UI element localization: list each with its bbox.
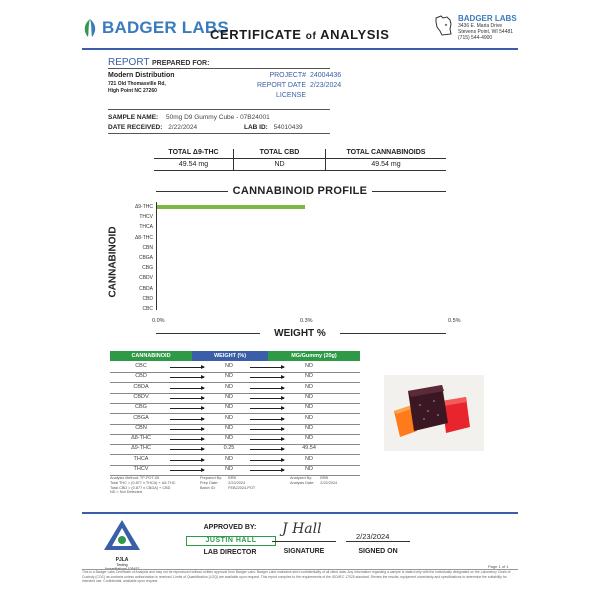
product-photo (384, 375, 484, 451)
page-number: Page 1 of 1 (488, 564, 509, 569)
table-header-mg: MG/Gummy (20g) (268, 351, 360, 361)
row-arrow-icon (250, 377, 284, 378)
chart-category-label: CBG (142, 265, 153, 272)
row-cannabinoid-name: Δ9-THC (131, 445, 151, 452)
total-thc-value: 49.54 mg (154, 159, 234, 171)
title-certificate: CERTIFICATE (210, 27, 302, 42)
row-mg-value: ND (305, 414, 313, 421)
chart-category-label: Δ8-THC (134, 234, 153, 241)
row-arrow-icon (250, 419, 284, 420)
title-of: of (305, 31, 317, 42)
prepared-by: BRB (228, 476, 236, 480)
row-arrow-icon (170, 377, 204, 378)
approver-name: JUSTIN HALL (186, 536, 276, 546)
report-date: 2/23/2024 (310, 82, 342, 89)
row-arrow-icon (170, 429, 204, 430)
row-weight-value: ND (225, 466, 233, 472)
chart-x-tick-label: 0.3% (300, 318, 313, 324)
total-cbd-header: TOTAL CBD (234, 149, 326, 159)
lab-address-2: Stevens Point, WI 54481 (458, 29, 514, 35)
row-cannabinoid-name: Δ8-THC (131, 435, 151, 442)
sample-name: 50mg D9 Gummy Cube - 07B24001 (166, 114, 270, 121)
row-weight-value: 0.25 (223, 445, 235, 452)
header-divider (82, 48, 518, 50)
row-cannabinoid-name: CBC (135, 363, 147, 369)
chart-category-label: CBN (142, 244, 153, 251)
row-mg-value: ND (305, 455, 313, 462)
gummy-cubes-image (384, 375, 484, 451)
chart-bar (157, 205, 305, 209)
chart-category-label: THCV (139, 214, 153, 221)
row-mg-value: ND (305, 466, 313, 472)
client-address-1: 721 Old Thomasville Rd, (108, 81, 166, 87)
analyzed-by: BRB (320, 476, 329, 480)
prep-date-label: Prep Date: (200, 480, 219, 485)
lab-name: BADGER LABS (458, 14, 517, 23)
chart-y-axis-label: CANNABINOID (107, 226, 119, 298)
row-cannabinoid-name: CBG (135, 404, 147, 411)
lab-address-1: 3436 E. Maria Drive (458, 23, 503, 29)
prepared-by-label: Prepared By: (200, 476, 223, 480)
lab-id: 54010439 (273, 124, 303, 131)
row-mg-value: ND (305, 363, 313, 369)
leaf-icon (82, 18, 98, 38)
pjla-name: PJLA (115, 557, 129, 563)
footer-divider (82, 512, 518, 514)
analyzed-by-label: Analyzed By: (290, 476, 313, 480)
table-header-weight: WEIGHT (%) (192, 351, 268, 361)
pjla-triangle-icon (100, 518, 144, 552)
note-total-thc: Total THC = (0.877 x THCA) + Δ9-THC (110, 480, 176, 485)
row-weight-value: ND (225, 373, 233, 380)
chart-category-label: THCA (139, 224, 153, 231)
note-total-cbd: Total CBD = (0.877 x CBDA) + CBD (110, 485, 171, 490)
row-arrow-icon (170, 449, 204, 450)
analysis-info (290, 476, 337, 486)
license-label: LICENSE (276, 92, 306, 99)
totals-table (154, 149, 446, 171)
row-weight-value: ND (225, 455, 233, 462)
row-arrow-icon (170, 470, 204, 471)
sample-rule-bottom (108, 133, 330, 134)
report-label: REPORT (108, 57, 150, 68)
approver-title: LAB DIRECTOR (203, 549, 257, 556)
prepared-for-label: PREPARED FOR: (152, 60, 210, 67)
batch-label: Batch ID: (200, 485, 216, 490)
badger-labs-logo (82, 18, 229, 38)
lab-id-label: LAB ID: (244, 124, 268, 131)
note-method: Analysis Method: TP-POT-05 (110, 476, 160, 480)
row-cannabinoid-name: CBDA (133, 383, 149, 390)
row-arrow-icon (250, 460, 284, 461)
row-weight-value: ND (225, 424, 233, 431)
table-header-cannabinoid: CANNABINOID (110, 351, 192, 361)
chart-title: CANNABINOID PROFILE (232, 185, 368, 197)
row-arrow-icon (170, 439, 204, 440)
chart-category-label: CBGA (138, 255, 153, 261)
report-rule (108, 68, 330, 69)
batch-id: FEB22024-POT (228, 485, 256, 490)
row-arrow-icon (250, 398, 284, 399)
client-name: Modern Distribution (108, 72, 175, 79)
row-arrow-icon (170, 408, 204, 409)
method-notes (110, 476, 176, 495)
total-cannabinoids-value: 49.54 mg (326, 159, 446, 171)
wisconsin-map-icon (434, 14, 454, 36)
row-mg-value: ND (305, 404, 313, 411)
date-received: 2/22/2024 (168, 124, 198, 131)
row-arrow-icon (250, 429, 284, 430)
project-label: PROJECT# (269, 72, 306, 79)
document-title (210, 27, 390, 42)
chart-x-tick-label: 0.0% (152, 318, 165, 324)
row-mg-value: ND (305, 424, 313, 431)
signature-line (272, 541, 336, 542)
lab-id-row (244, 124, 303, 131)
row-cannabinoid-name: CBD (135, 373, 147, 380)
date-received-label: DATE RECEIVED: (108, 124, 163, 131)
chart-category-label: CBDV (139, 275, 153, 282)
row-cannabinoid-name: THCV (133, 466, 149, 472)
row-arrow-icon (250, 408, 284, 409)
row-mg-value: ND (305, 383, 313, 390)
total-cbd-value: ND (234, 159, 326, 171)
row-cannabinoid-name: THCA (133, 455, 149, 462)
project-number: 24004436 (310, 72, 342, 79)
chart-y-axis (156, 202, 157, 310)
row-cannabinoid-name: CBDV (133, 393, 149, 400)
row-weight-value: ND (225, 393, 233, 400)
prep-info (200, 476, 255, 490)
row-weight-value: ND (225, 404, 233, 411)
analysis-date-label: Analysis Date: (290, 480, 315, 485)
row-cannabinoid-name: CBN (135, 424, 147, 431)
row-weight-value: ND (225, 363, 233, 369)
sample-name-row (108, 114, 270, 121)
chart-category-label: CBDA (139, 285, 153, 292)
row-weight-value: ND (225, 414, 233, 421)
disclaimer-text: This is a Badger Labs Certificate of Analysis and may not be reproduced without written approval from Badger Labs. Badger Labs maintains strict confidentiality of all client data. Any information regarding a sample is stated only with the individually designated on the Laboratory Chain of Custody (COC) as contacts unless authorization is received. Limits of Quantification (LOQ) are available upon request. This report complies to the requirements of the ISO/IEC 17025 standard. Review the results, equipment uncertainty and specifications to determine the suitability for intended use. Confidential, available upon request. (82, 570, 511, 584)
pjla-badge (100, 518, 144, 571)
row-weight-value: ND (225, 435, 233, 442)
row-arrow-icon (170, 460, 204, 461)
report-heading (108, 57, 209, 68)
chart-category-label: CBD (142, 295, 153, 302)
row-mg-value: 49.54 (302, 445, 316, 452)
sample-name-label: SAMPLE NAME: (108, 114, 159, 121)
pjla-line-1: Testing (116, 563, 128, 567)
row-arrow-icon (170, 419, 204, 420)
total-cannabinoids-header: TOTAL CANNABINOIDS (326, 149, 446, 159)
row-arrow-icon (250, 439, 284, 440)
row-arrow-icon (250, 367, 284, 368)
chart-category-label: Δ9-THC (134, 204, 153, 210)
chart-category-label: CBC (142, 306, 153, 312)
row-cannabinoid-name: CBGA (133, 414, 149, 421)
signed-date: 2/23/2024 (356, 532, 390, 541)
analysis-date: 2/22/2024 (320, 480, 338, 485)
row-arrow-icon (170, 388, 204, 389)
signature-image: J Hall (282, 521, 322, 537)
row-mg-value: ND (305, 393, 313, 400)
lab-address-block (434, 14, 517, 41)
date-received-row (108, 124, 197, 131)
brand-name: BADGER LABS (102, 18, 229, 37)
row-arrow-icon (250, 449, 284, 450)
row-mg-value: ND (305, 373, 313, 380)
signed-on-line (346, 541, 410, 542)
row-arrow-icon (170, 367, 204, 368)
chart-x-axis-label: WEIGHT % (274, 328, 326, 339)
chart-x-tick-label: 0.5% (448, 318, 461, 324)
note-nd: ND = Not Detected (110, 490, 142, 495)
row-arrow-icon (250, 470, 284, 471)
row-mg-value: ND (305, 435, 313, 442)
report-date-label: REPORT DATE (256, 82, 306, 89)
client-address-2: High Point NC 27260 (108, 88, 157, 94)
signature-label: SIGNATURE (283, 548, 325, 555)
approved-by-label: APPROVED BY: (203, 524, 257, 531)
signed-on-label: SIGNED ON (358, 548, 398, 555)
prep-date: 2/22/2024 (228, 480, 246, 485)
sample-rule-top (108, 109, 330, 110)
row-weight-value: ND (225, 383, 233, 390)
lab-phone: (715) 544-4900 (458, 35, 493, 41)
total-thc-header: TOTAL Δ9-THC (154, 149, 234, 159)
row-arrow-icon (250, 388, 284, 389)
row-arrow-icon (170, 398, 204, 399)
title-analysis: ANALYSIS (320, 27, 390, 42)
